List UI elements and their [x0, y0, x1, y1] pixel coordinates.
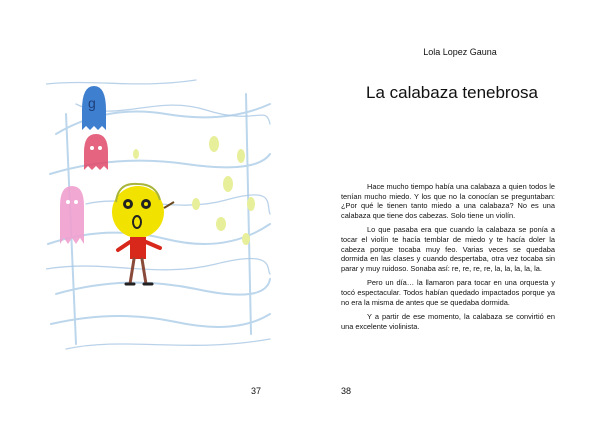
right-page	[300, 0, 600, 425]
page-number: 37	[251, 386, 262, 396]
pink-ghost	[60, 186, 84, 244]
paragraph: Hace mucho tiempo había una calabaza a quien todos le tenían mucho miedo. Y los que no la conocían se preguntaban: ¿Por qué le tienen tanto miedo a una calabaza? No es una calabaza que tiene dos cabezas. Solo tiene un violín.	[341, 182, 555, 220]
author-name: Lola Lopez Gauna	[423, 47, 497, 57]
page-number: 38	[341, 386, 352, 396]
paragraph: Pero un día… la llamaron para tocar en una orquesta y tocó espectacular. Todos habían quedado impactados porque ya no era la misma de antes que se quedaba dormida.	[341, 278, 555, 307]
story-text	[341, 182, 555, 336]
blue-ghost	[82, 86, 106, 130]
paragraph: Y a partir de ese momento, la calabaza se convirtió en una excelente violinista.	[341, 312, 555, 331]
story-title: La calabaza tenebrosa	[365, 83, 539, 102]
paragraph: Lo que pasaba era que cuando la calabaza se ponía a tocar el violín te hacía temblar de miedo y te hacía doler la cabeza porque tocaba muy feo. Varias veces se quedaba dormida en las clases y cuando despertaba, otra vez tocaba sin parar y muy ruidoso. Sonaba así: re, re, re, re, la, la, la, la, la.	[341, 225, 555, 273]
red-ghost	[84, 134, 108, 170]
child-drawing-illustration	[46, 74, 272, 366]
svg-text:g: g	[88, 95, 96, 111]
pumpkin-character	[112, 184, 174, 284]
